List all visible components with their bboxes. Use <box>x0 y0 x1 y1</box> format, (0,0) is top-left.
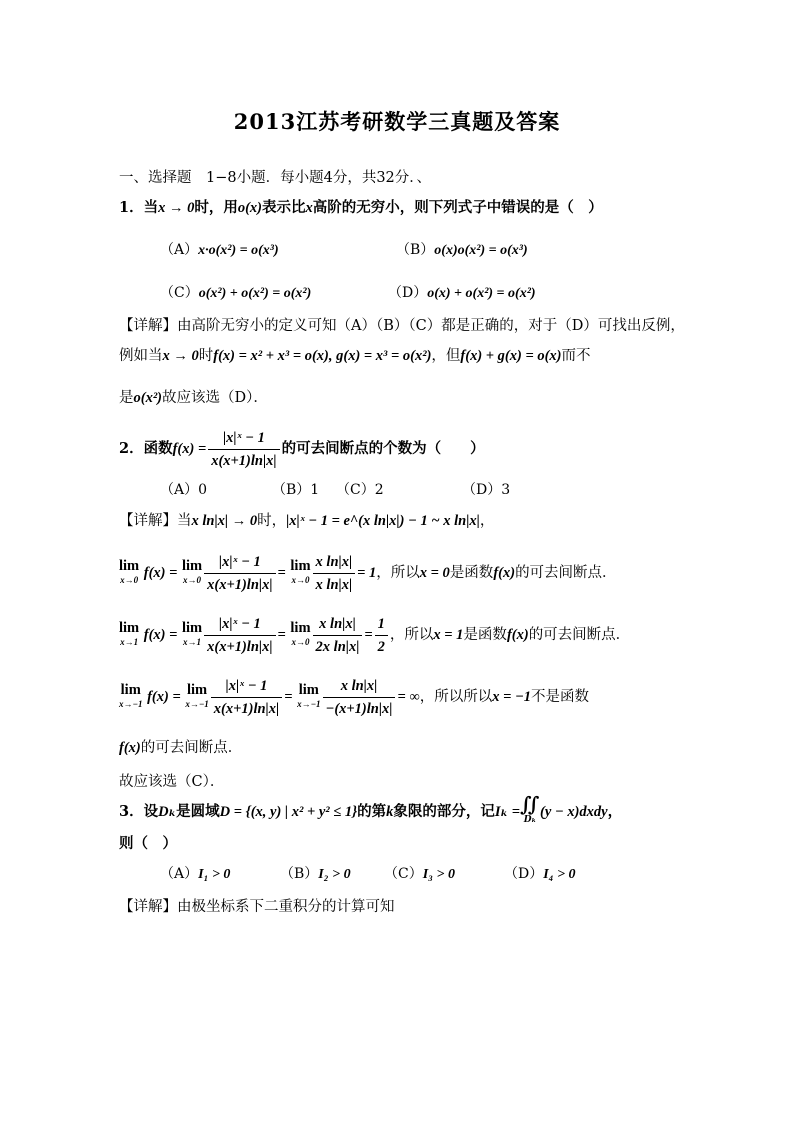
option-formula: I₃ > 0 <box>422 867 456 882</box>
option-formula: o(x) + o(x²) = o(x²) <box>427 286 536 301</box>
q2-option-a: （A）0 <box>160 482 208 498</box>
lim-sub: x→0 <box>183 575 202 585</box>
q1-o-symbol: o(x) <box>237 200 263 216</box>
formula: f(x) <box>506 627 529 643</box>
lim-text: lim <box>290 620 311 636</box>
text: ，但 <box>431 348 461 364</box>
option-label: （A） <box>160 242 199 258</box>
lim-text: lim <box>298 682 319 698</box>
option-formula: o(x²) + o(x²) = o(x²) <box>198 286 312 301</box>
q2-limit-3 <box>119 674 589 720</box>
limit-operator <box>290 559 310 587</box>
lim-text: lim <box>290 558 311 574</box>
text: 的第 <box>357 803 387 820</box>
q3-stem-line-2: 则（ ） <box>119 835 177 852</box>
option-label: （B） <box>280 866 319 882</box>
numerator: |x|ˣ − 1 <box>208 427 279 450</box>
question-3-stem <box>119 792 622 832</box>
q1-x-symbol: x <box>305 200 313 216</box>
q2-number: 2．函数 <box>119 440 173 457</box>
fraction <box>211 675 282 720</box>
formula: f(x) = x² + x³ = o(x), g(x) = x³ = o(x²) <box>213 348 432 364</box>
numerator: |x|ˣ − 1 <box>204 613 275 636</box>
q3-option-c <box>384 864 455 885</box>
q3-option-d <box>504 864 576 885</box>
limit-operator <box>119 621 139 649</box>
text: 是圆域 <box>176 803 220 820</box>
formula: f(x) + g(x) = o(x) <box>460 348 562 364</box>
text: ，所以 <box>389 627 434 643</box>
option-formula: I₄ > 0 <box>543 867 576 882</box>
q1-text-3: 高阶的无穷小，则下列式子中错误的是（ ） <box>312 199 603 216</box>
formula: x = 1 <box>433 627 464 643</box>
denominator: −(x+1)ln|x| <box>325 700 393 717</box>
lim-sub: x→0 <box>120 575 139 585</box>
text: 【详解】当 <box>119 513 192 529</box>
formula: f(x) = <box>147 689 181 705</box>
limit-operator <box>119 683 142 711</box>
q1-option-d <box>388 283 536 304</box>
q2-option-d: （D）3 <box>462 482 511 498</box>
formula: x ln|x| → 0 <box>191 513 258 529</box>
fraction <box>204 613 275 658</box>
fraction <box>313 551 356 596</box>
q2-limit-2 <box>119 612 630 658</box>
numerator: 1 <box>375 613 388 636</box>
question-1-stem <box>119 198 603 218</box>
text: 的可去间断点． <box>528 627 631 643</box>
formula: Iₖ = <box>494 804 520 820</box>
q1-number: 1．当 <box>119 199 159 216</box>
formula: x = 0 <box>419 565 450 581</box>
denominator: x(x+1)ln|x| <box>213 700 280 717</box>
equals: = <box>284 689 293 705</box>
formula: (y − x)dxdy <box>540 804 608 820</box>
limit-operator <box>182 559 202 587</box>
denominator: x(x+1)ln|x| <box>207 638 273 655</box>
limit-operator <box>119 559 139 587</box>
integral-sign: ∬ <box>520 792 541 816</box>
formula: x = −1 <box>492 689 532 705</box>
q3-option-b <box>280 864 351 885</box>
denominator: 2 <box>377 638 385 655</box>
fraction <box>375 613 388 658</box>
formula: f(x) = <box>143 565 178 581</box>
formula: |x|ˣ − 1 = e^(x ln|x|) − 1 ~ x ln|x| <box>286 513 480 529</box>
text: 时 <box>198 348 214 364</box>
equals: = <box>277 565 286 581</box>
text: ，所以 <box>376 565 420 581</box>
limit-operator <box>182 621 202 649</box>
double-integral <box>520 792 541 828</box>
numerator: |x|ˣ − 1 <box>204 551 275 574</box>
page-title: 2013江苏考研数学三真题及答案 <box>233 109 561 134</box>
q2-option-b: （B）1 <box>272 482 320 498</box>
text: ， <box>479 513 495 529</box>
text: 的可去间断点． <box>140 740 243 756</box>
lim-text: lim <box>120 682 141 698</box>
q2-option-c: （C）2 <box>336 482 384 498</box>
equals: = <box>364 627 373 643</box>
lim-sub: x→0 <box>291 575 310 585</box>
option-formula: x·o(x²) = o(x³) <box>198 243 279 258</box>
fraction <box>323 675 396 720</box>
q3-number: 3．设 <box>119 803 159 820</box>
result: = 1 <box>357 565 377 581</box>
q1-condition: x → 0 <box>158 200 195 216</box>
lim-sub: x→1 <box>183 637 202 647</box>
denominator: x ln|x| <box>315 576 353 593</box>
option-label: （A） <box>160 866 199 882</box>
lim-text: lim <box>186 682 208 698</box>
formula: f(x) = <box>172 441 207 457</box>
denominator: x(x+1)ln|x| <box>211 452 277 469</box>
lim-sub: x→−1 <box>185 699 209 709</box>
option-label: （D） <box>388 285 428 301</box>
section-heading: 一、选择题 1−8小题．每小题4分，共32分．、 <box>119 170 432 186</box>
formula: D = {(x, y) | x² + y² ≤ 1} <box>219 804 358 820</box>
q1-option-a <box>160 240 279 261</box>
text: ， <box>607 803 623 820</box>
fraction <box>208 427 279 472</box>
formula: Dₖ <box>158 804 177 820</box>
numerator: |x|ˣ − 1 <box>211 675 282 698</box>
text: ，所以所以 <box>419 689 493 705</box>
text: 的可去间断点的个数为（ ） <box>281 440 485 457</box>
option-label: （C） <box>160 285 199 301</box>
lim-text: lim <box>181 620 203 636</box>
formula: x → 0 <box>162 348 199 364</box>
q1-option-c <box>160 283 311 304</box>
fraction <box>204 551 275 596</box>
option-formula: o(x)o(x²) = o(x³) <box>434 243 528 258</box>
text: 是函数 <box>449 565 494 581</box>
denominator: x(x+1)ln|x| <box>207 576 273 593</box>
text: 时， <box>257 513 287 529</box>
lim-text: lim <box>119 620 140 636</box>
text: 是 <box>119 390 134 406</box>
text: 是函数 <box>463 627 507 643</box>
integral-domain: Dₖ <box>523 815 537 825</box>
numerator: x ln|x| <box>323 675 396 698</box>
formula: f(x) = <box>143 627 178 643</box>
q1-detail-line-3 <box>119 388 268 408</box>
numerator: x ln|x| <box>313 551 356 574</box>
option-label: （B） <box>396 242 435 258</box>
result: = ∞ <box>397 689 420 705</box>
option-label: （C） <box>384 866 423 882</box>
limit-operator <box>185 683 208 711</box>
text: 不是函数 <box>531 689 590 705</box>
q2-detail-line-1 <box>119 511 494 531</box>
lim-text: lim <box>119 558 140 574</box>
lim-text: lim <box>181 558 203 574</box>
formula: f(x) <box>493 565 516 581</box>
option-formula: I₂ > 0 <box>318 867 351 882</box>
q3-detail: 【详解】由极坐标系下二重积分的计算可知 <box>119 899 395 915</box>
option-formula: I₁ > 0 <box>198 867 231 882</box>
q1-detail-line-1: 【详解】由高阶无穷小的定义可知（A）（B）（C）都是正确的，对于（D）可找出反例， <box>119 318 685 334</box>
text: 的可去间断点． <box>515 565 617 581</box>
q1-detail-line-2 <box>119 346 591 366</box>
lim-sub: x→−1 <box>297 699 321 709</box>
lim-sub: x→1 <box>120 637 139 647</box>
formula: k <box>386 804 394 820</box>
formula: o(x²) <box>133 390 163 406</box>
text: 而不 <box>561 348 591 364</box>
option-label: （D） <box>504 866 544 882</box>
q2-conclusion: 故应该选（C）． <box>119 774 225 790</box>
limit-operator <box>297 683 320 711</box>
numerator: x ln|x| <box>313 613 363 636</box>
text: 象限的部分，记 <box>393 803 495 820</box>
q3-option-a <box>160 864 230 885</box>
q2-limit-1 <box>119 550 617 596</box>
q1-text: 时，用 <box>194 199 238 216</box>
equals: = <box>277 627 286 643</box>
q1-option-b <box>396 240 528 261</box>
denominator: 2x ln|x| <box>315 638 360 655</box>
formula: f(x) <box>119 740 141 756</box>
lim-sub: x→−1 <box>119 699 143 709</box>
fraction <box>313 613 363 658</box>
question-2-stem <box>119 426 485 472</box>
lim-sub: x→0 <box>291 637 310 647</box>
q1-text-2: 表示比 <box>262 199 306 216</box>
text: 故应该选（D）． <box>162 390 268 406</box>
q2-limit-3-cont <box>119 738 242 758</box>
text: 例如当 <box>119 348 163 364</box>
limit-operator <box>290 621 310 649</box>
